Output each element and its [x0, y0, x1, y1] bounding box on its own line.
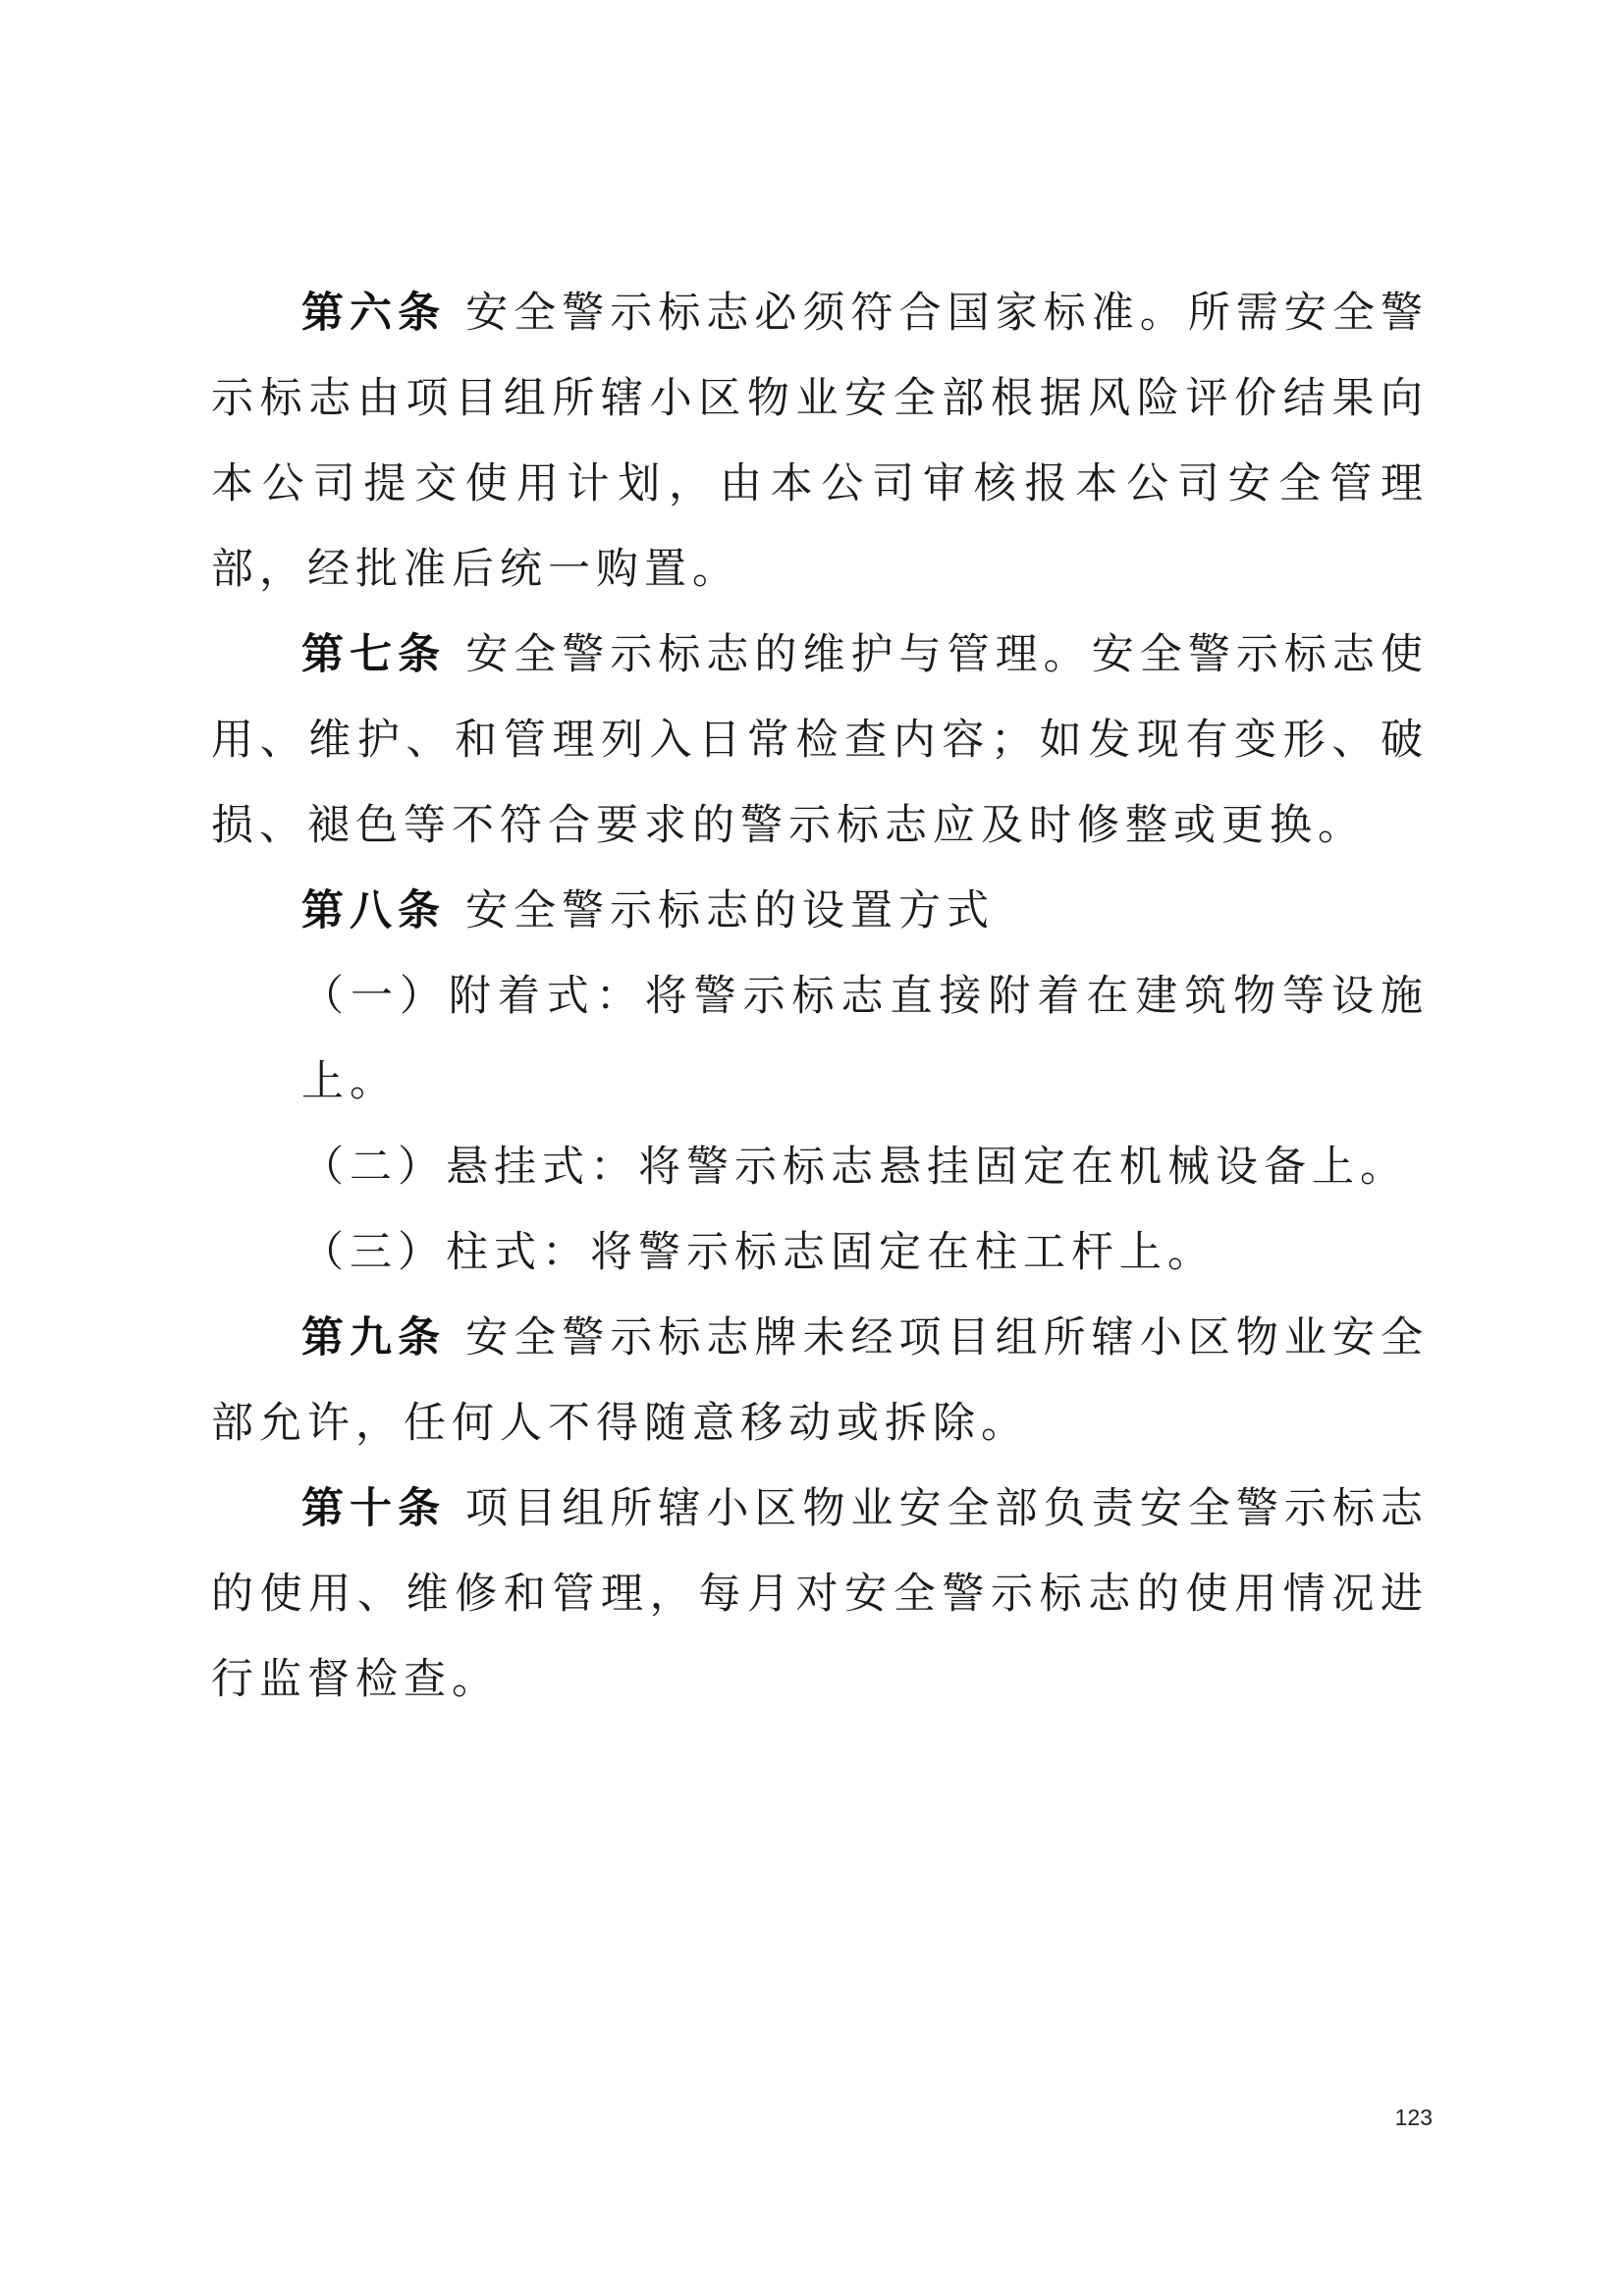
list-item: （一）附着式：将警示标志直接附着在建筑物等设施上。 [301, 972, 1429, 1106]
article-10-text: 项目组所辖小区物业安全部负责安全警示标志的使用、维修和管理，每月对安全警示标志的使用情况进行监督检查。 [211, 1484, 1430, 1704]
article-9-text: 安全警示标志牌未经项目组所辖小区物业安全部允许，任何人不得随意移动或拆除。 [211, 1313, 1430, 1448]
list-item: （三）柱式：将警示标志固定在柱工杆上。 [301, 1228, 1216, 1277]
article-10 [211, 1467, 1429, 1723]
article-6-heading: 第六条 [301, 289, 447, 338]
article-8-heading: 第八条 [301, 886, 446, 935]
article-8-text: 安全警示标志的设置方式 [465, 886, 995, 935]
article-10-heading: 第十条 [301, 1484, 447, 1533]
article-9-heading: 第九条 [301, 1313, 447, 1362]
page-number: 123 [1394, 2105, 1433, 2130]
document-body [211, 271, 1429, 1723]
article-7-heading: 第七条 [301, 630, 447, 679]
article-6 [211, 271, 1429, 613]
article-7-text: 安全警示标志的维护与管理。安全警示标志使用、维护、和管理列入日常检查内容；如发现有变形、破损、褪色等不符合要求的警示标志应及时修整或更换。 [211, 630, 1430, 850]
article-9 [211, 1296, 1429, 1467]
article-8 [211, 869, 1429, 954]
article-6-text: 安全警示标志必须符合国家标准。所需安全警示标志由项目组所辖小区物业安全部根据风险评价结果向本公司提交使用计划，由本公司审核报本公司安全管理部，经批准后统一购置。 [211, 289, 1430, 594]
article-7 [211, 613, 1429, 869]
list-item: （二）悬挂式：将警示标志悬挂固定在机械设备上。 [301, 1143, 1408, 1192]
